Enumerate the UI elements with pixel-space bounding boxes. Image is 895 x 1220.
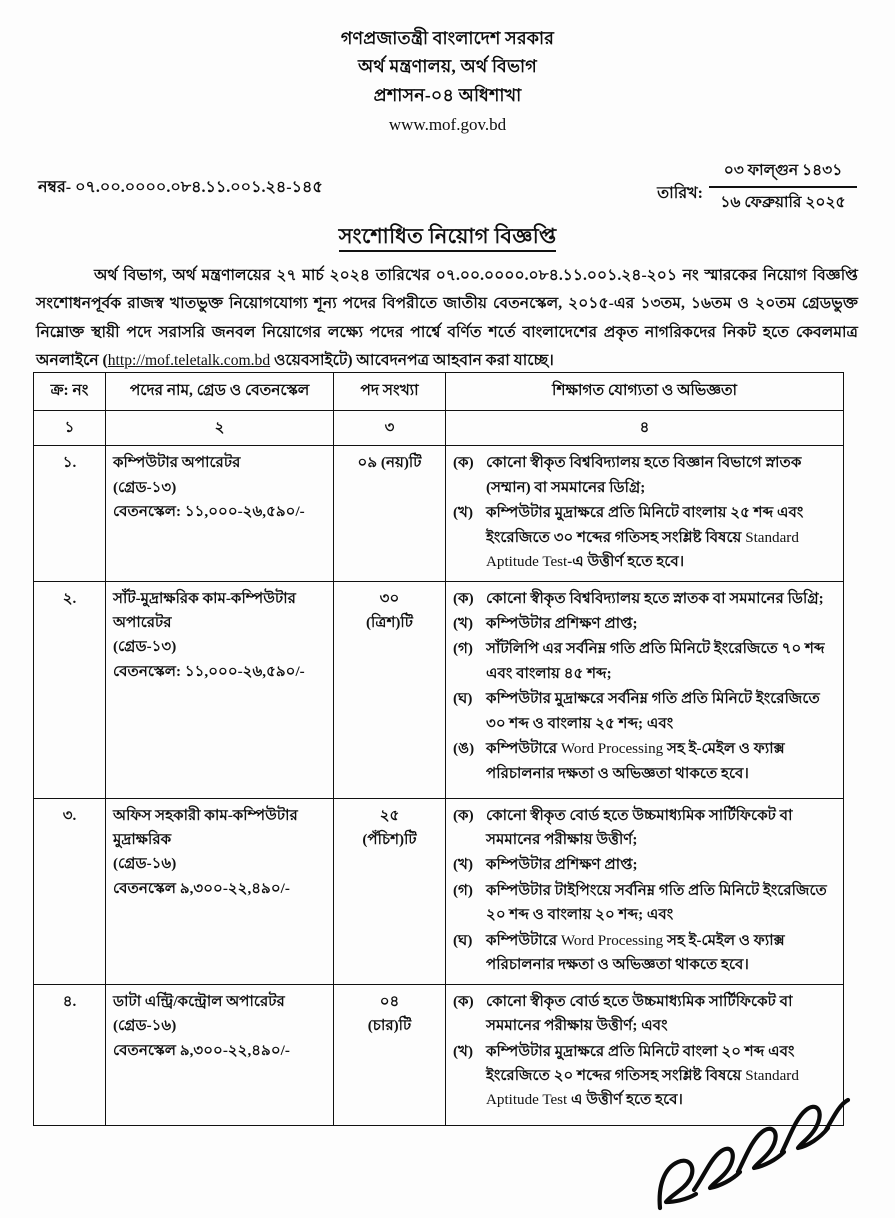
qualification-text-main: কম্পিউটার প্রশিক্ষণ প্রাপ্ত; [486,616,638,633]
qualification-text-tail: -এ উত্তীর্ণ হতে হবে। [567,554,685,571]
qualification-marker: (খ) [453,505,473,522]
qualification-text [486,587,836,611]
qualification-marker: (ক) [453,455,474,472]
cell-qualifications [446,446,844,581]
qualification-text-latin: Standard Aptitude Test [486,1067,799,1109]
post-count-line1: ০৪ [379,993,400,1010]
page-title-text: সংশোধিত নিয়োগ বিজ্ঞপ্তি [339,224,557,252]
handwritten-signature [648,1090,878,1215]
qualification-text-main: কম্পিউটার টাইপিংয়ে সর্বনিম্ন গতি প্রতি মিনিটে ইংরেজিতে ২০ শব্দ ও বাংলায় ২০ শব্দ; এবং [486,882,827,924]
post-post-name: কম্পিউটার অপারেটর [113,455,241,472]
table-row [34,581,844,798]
post-grade: (গ্রেড-১৬) [113,856,177,873]
government-name: গণপ্রজাতন্ত্রী বাংলাদেশ সরকার [340,28,555,48]
date-block [657,158,857,216]
qualification-text-latin: Standard Aptitude Test [486,529,799,571]
qualification-item [453,612,836,636]
intro-paragraph [36,262,858,376]
memo-header-row [0,158,895,218]
cell-post-details [106,984,334,1125]
qualification-text [486,853,836,877]
qualification-text-tail: সহ ই-মেইল ও ফ্যাক্স পরিচালনার দক্ষতা ও অভিজ্ঞতা থাকতে হবে। [486,741,785,782]
qualification-text-tail: এ উত্তীর্ণ হতে হবে। [567,1092,683,1109]
ministry-name: অর্থ মন্ত্রণালয়, অর্থ বিভাগ [358,56,537,77]
cell-post-details [106,581,334,798]
qualification-text-main: কম্পিউটার মুদ্রাক্ষরে প্রতি মিনিটে বাংলা ২০ শব্দ এবং ইংরেজিতে ২০ শব্দের গতিসহ সংশ্লিষ্ট বিষয়ে [486,1043,795,1084]
section-name: প্রশাসন-০৪ অধিশাখা [373,84,522,105]
qualification-marker: (ঙ) [453,741,475,758]
vacancy-table-wrapper [33,372,843,1126]
colnum-serial: ১ [34,410,106,445]
qualification-item [453,501,836,574]
qualification-item [453,929,836,978]
letterhead [0,24,895,139]
post-pay-scale: বেতনস্কেল: ১১,০০০-২৬,৫৯০/- [113,504,305,521]
post-count-line1: ০৯ (নয়)টি [357,455,422,472]
cell-serial: ৪. [34,984,106,1125]
qualification-item [453,879,836,928]
qualification-list [453,451,836,574]
qualification-text-main: কম্পিউটারে [486,932,561,949]
qualification-text [486,451,836,500]
table-row [34,446,844,581]
qualification-list [453,804,836,978]
qualification-item [453,804,836,853]
post-post-name: ডাটা এন্ট্রি/কন্ট্রোল অপারেটর [113,993,285,1010]
website-url: www.mof.gov.bd [388,115,507,135]
post-count-line2: (ত্রিশ)টি [366,615,413,632]
cell-qualifications [446,798,844,984]
date-fraction [709,158,857,216]
post-pay-scale: বেতনস্কেল: ১১,০০০-২৬,৫৯০/- [113,663,305,680]
qualification-marker: (খ) [453,616,473,633]
page-title [0,220,895,255]
application-website-link[interactable]: http://mof.teletalk.com.bd [107,352,271,370]
post-count-line1: ২৫ [379,807,400,824]
qualification-text-main: কোনো স্বীকৃত বিশ্ববিদ্যালয় হতে স্নাতক বা সমমানের ডিগ্রি; [486,590,824,607]
cell-qualifications [446,581,844,798]
colnum-qualification: ৪ [446,410,844,445]
cell-serial: ৩. [34,798,106,984]
post-pay-scale: বেতনস্কেল ৯,৩০০-২২,৪৯০/- [113,1042,290,1059]
qualification-text [486,612,836,636]
cell-serial: ১. [34,446,106,581]
qualification-text-main: কম্পিউটার মুদ্রাক্ষরে প্রতি মিনিটে বাংলায় ২৫ শব্দ এবং ইংরেজিতে ৩০ শব্দের গতিসহ সংশ্লিষ্ট বিষয়ে [486,505,804,546]
colnum-post-name: ২ [106,410,334,445]
qualification-marker: (খ) [453,1043,473,1060]
memo-number: নম্বর- ০৭.০০.০০০০.০৮৪.১১.০০১.২৪-১৪৫ [38,179,323,196]
qualification-marker: (ক) [453,590,474,607]
post-post-name: সাঁট-মুদ্রাক্ষরিক কাম-কম্পিউটার অপারেটর [113,590,296,632]
qualification-text-main: কম্পিউটার মুদ্রাক্ষরে সর্বনিম্ন গতি প্রতি মিনিটে ইংরেজিতে ৩০ শব্দ ও বাংলায় ২৫ শব্দ; এবং [486,691,820,732]
cell-post-count [334,984,446,1125]
header-post-count: পদ সংখ্যা [334,373,446,411]
qualification-text-main: কোনো স্বীকৃত বিশ্ববিদ্যালয় হতে বিজ্ঞান বিভাগে স্নাতক (সম্মান) বা সমমানের ডিগ্রি; [486,455,802,496]
qualification-text-main: কম্পিউটার প্রশিক্ষণ প্রাপ্ত; [486,857,638,874]
post-grade: (গ্রেড-১৩) [113,639,177,656]
intro-text-part1: অর্থ বিভাগ, অর্থ মন্ত্রণালয়ের ২৭ মার্চ ২০২৪ তারিখের ০৭.০০.০০০০.০৮৪.১১.০০১.২৪-২০১ নং স্মারকের নিয়োগ বিজ্ঞপ্তি সংশোধনপূর্বক রাজস্ব খাতভুক্ত নিয়োগযোগ্য শূন্য পদের বিপরীতে জাতীয় বেতনস্কেল, ২০১৫-এর ১৩তম, ১৬তম ও ২০তম গ্রেডভুক্ত নিম্নোক্ত স্থায়ী পদে সরাসরি জনবল নিয়োগের লক্ষ্যে পদের পার্শ্বে বর্ণিত শর্তে বাংলাদেশের প্রকৃত নাগরিকদের নিকট হতে কেবলমাত্র অনলাইনে ( [36,267,858,370]
date-label: তারিখ: [657,185,703,203]
qualification-text [486,737,836,786]
qualification-text-main: সাঁটলিপি এর সর্বনিম্ন গতি প্রতি মিনিটে ইংরেজিতে ৭০ শব্দ এবং বাংলায় ৪৫ শব্দ; [486,641,825,682]
qualification-item [453,451,836,500]
cell-post-details [106,798,334,984]
qualification-text-main: কোনো স্বীকৃত বোর্ড হতে উচ্চমাধ্যমিক সার্টিফিকেট বা সমমানের পরীক্ষায় উত্তীর্ণ; [486,807,793,849]
post-count-line2: (চার)টি [367,1018,412,1035]
qualification-text-latin: Word Processing [560,932,664,949]
qualification-item [453,990,836,1039]
table-row [34,798,844,984]
qualification-text [486,929,836,978]
qualification-text [486,501,836,574]
qualification-list [453,587,836,787]
qualification-marker: (খ) [453,857,473,874]
qualification-marker: (ঘ) [453,691,473,708]
qualification-text [486,804,836,853]
table-column-number-row [34,410,844,445]
vacancy-table [33,372,844,1126]
qualification-marker: (ক) [453,993,474,1010]
post-pay-scale: বেতনস্কেল ৯,৩০০-২২,৪৯০/- [113,880,290,897]
qualification-marker: (ক) [453,807,474,824]
table-header-row [34,373,844,411]
post-grade: (গ্রেড-১৩) [113,479,177,496]
vacancy-table-body [34,446,844,1125]
qualification-marker: (ঘ) [453,932,473,949]
date-english: ১৬ ফেব্রুয়ারি ২০২৫ [720,193,846,211]
qualification-item [453,587,836,611]
qualification-item [453,687,836,736]
qualification-text-latin: Word Processing [560,741,664,758]
post-post-name: অফিস সহকারী কাম-কম্পিউটার মুদ্রাক্ষরিক [113,807,298,849]
qualification-marker: (গ) [453,882,473,899]
qualification-marker: (গ) [453,641,473,658]
qualification-item [453,637,836,686]
colnum-post-count: ৩ [334,410,446,445]
qualification-item [453,737,836,786]
qualification-text [486,687,836,736]
qualification-item [453,853,836,877]
qualification-text-main: কম্পিউটারে [486,741,561,758]
qualification-text [486,879,836,928]
post-count-line1: ৩০ [379,590,400,607]
cell-post-count [334,446,446,581]
header-qualification: শিক্ষাগত যোগ্যতা ও অভিজ্ঞতা [446,373,844,411]
intro-text-part2: ওয়েবসাইটে) আবেদনপত্র আহবান করা যাচ্ছে। [270,352,554,370]
header-serial: ক্র: নং [34,373,106,411]
header-post-name: পদের নাম, গ্রেড ও বেতনস্কেল [106,373,334,411]
date-bangla: ০৩ ফাল্গুন ১৪৩১ [723,162,843,179]
cell-post-count [334,798,446,984]
post-count-line2: (পঁচিশ)টি [362,832,417,849]
qualification-text [486,637,836,686]
qualification-text-main: কোনো স্বীকৃত বোর্ড হতে উচ্চমাধ্যমিক সার্টিফিকেট বা সমমানের পরীক্ষায় উত্তীর্ণ; এবং [486,993,793,1035]
cell-post-count [334,581,446,798]
cell-serial: ২. [34,581,106,798]
qualification-text-tail: সহ ই-মেইল ও ফ্যাক্স পরিচালনার দক্ষতা ও অভিজ্ঞতা থাকতে হবে। [486,932,785,974]
qualification-text [486,990,836,1039]
post-grade: (গ্রেড-১৬) [113,1018,177,1035]
cell-post-details [106,446,334,581]
